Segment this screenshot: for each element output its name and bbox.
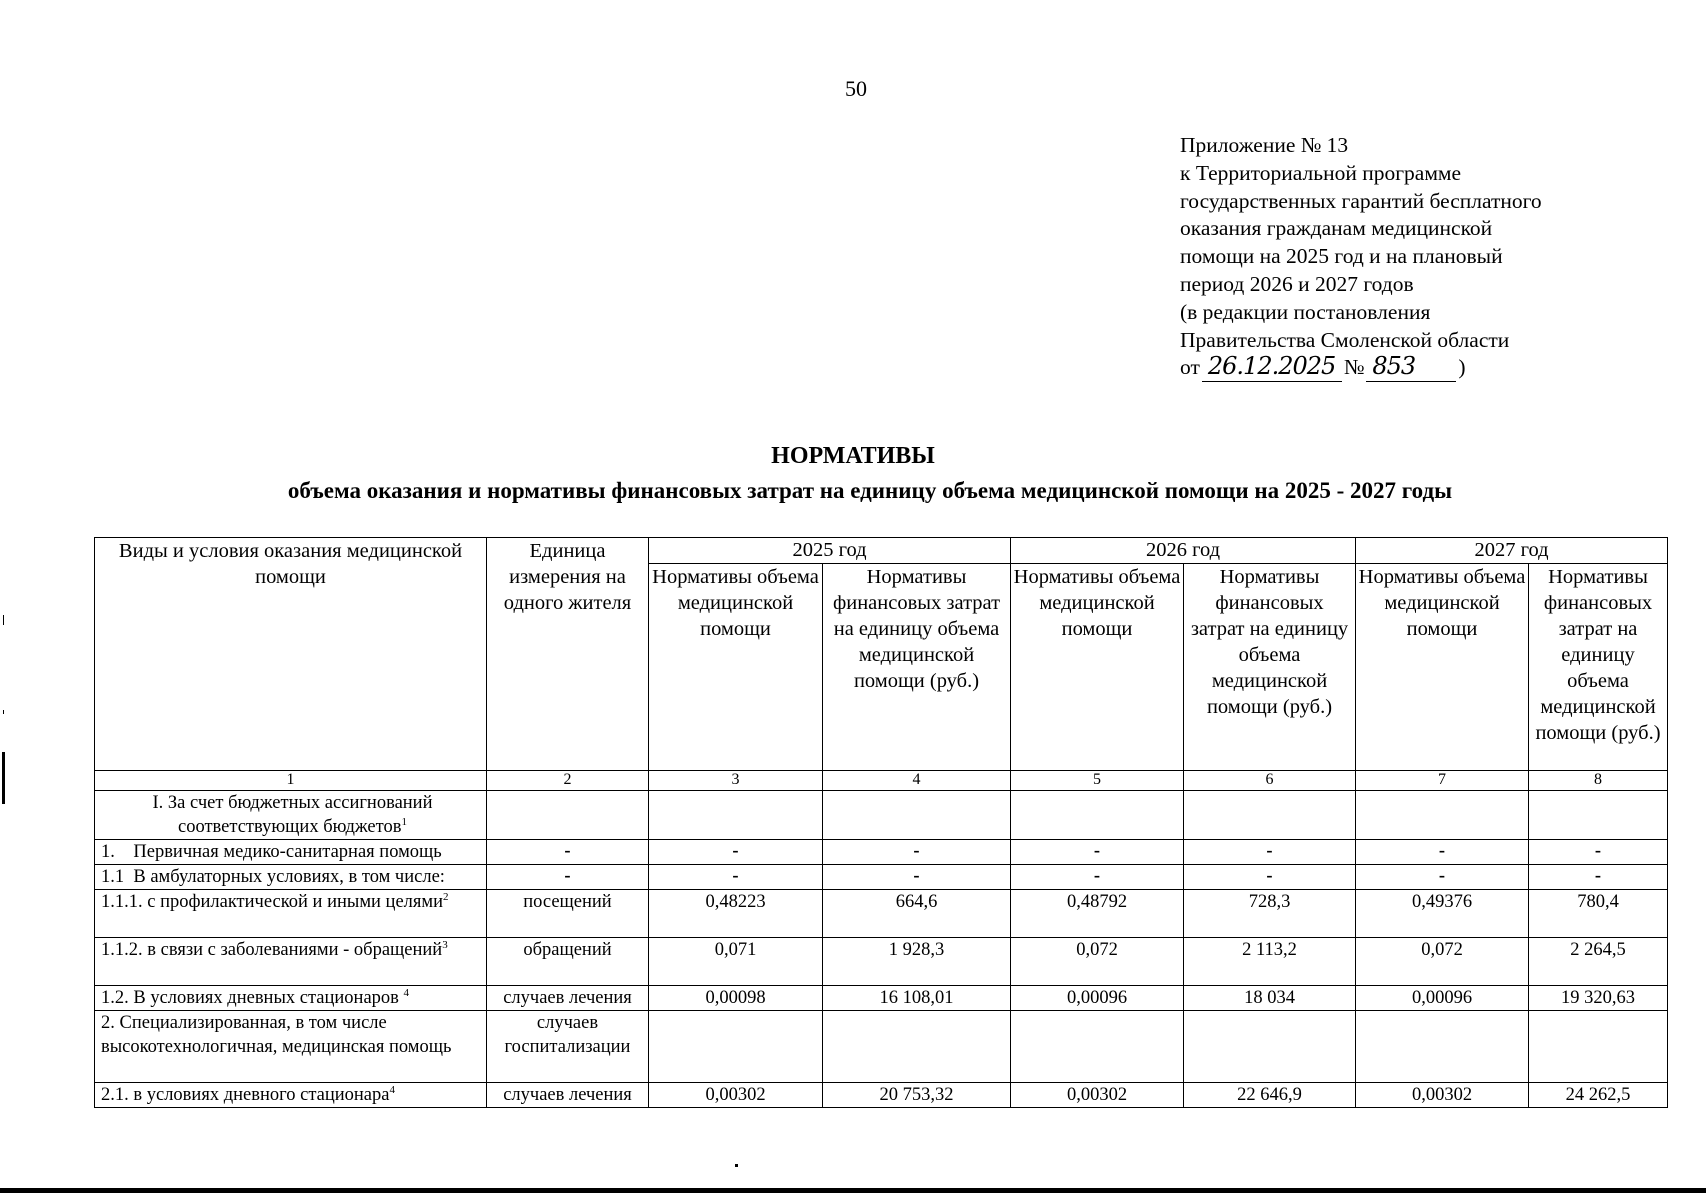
- row-cost-2026: 728,3: [1184, 890, 1356, 938]
- row-cost-2025: -: [823, 865, 1011, 890]
- row-name-text: I. За счет бюджетных ассигнований соответствующих бюджетов: [152, 793, 433, 837]
- table-row: [95, 840, 1668, 865]
- row-unit: -: [487, 840, 649, 865]
- header-year-2027: 2027 год: [1356, 538, 1668, 564]
- row-volume-2025: 0,071: [649, 938, 823, 986]
- appendix-line: период 2026 и 2027 годов: [1180, 271, 1414, 296]
- row-unit: случаев лечения: [487, 1083, 649, 1108]
- header-year-2026: 2026 год: [1011, 538, 1356, 564]
- number-sign: №: [1343, 355, 1365, 380]
- row-name: [95, 986, 487, 1011]
- row-name-text: 1.2. В условиях дневных стационаров: [101, 988, 404, 1008]
- row-cost-2026: 22 646,9: [1184, 1083, 1356, 1108]
- row-cost-2027: 780,4: [1529, 890, 1668, 938]
- scan-mark: [3, 710, 4, 714]
- header-volume-2026: Нормативы объема медицинской помощи: [1011, 564, 1184, 771]
- handwritten-date: 26.12.2025: [1207, 352, 1336, 381]
- row-volume-2027: 0,072: [1356, 938, 1529, 986]
- row-volume-2027: 0,00096: [1356, 986, 1529, 1011]
- row-volume-2027: [1356, 1011, 1529, 1083]
- col-number: 1: [95, 771, 487, 791]
- row-name: 1. Первичная медико-санитарная помощь: [95, 840, 487, 865]
- page-bottom-rule: [0, 1188, 1706, 1193]
- table-row: [95, 1011, 1668, 1083]
- header-volume-2027: Нормативы объема медицинской помощи: [1356, 564, 1529, 771]
- row-cost-2027: -: [1529, 865, 1668, 890]
- header-unit: Единица измерения на одного жителя: [487, 538, 649, 771]
- appendix-line: Приложение № 13: [1180, 133, 1349, 157]
- col-number: 5: [1011, 771, 1184, 791]
- appendix-line: Правительства Смоленской области: [1180, 327, 1510, 352]
- row-unit: посещений: [487, 890, 649, 938]
- row-volume-2025: [649, 1011, 823, 1083]
- row-cost-2025: -: [823, 840, 1011, 865]
- table-row: [95, 1083, 1668, 1108]
- page-number: 50: [845, 76, 867, 101]
- row-volume-2026: -: [1011, 840, 1184, 865]
- row-cost-2025: [823, 791, 1011, 840]
- row-volume-2025: 0,00098: [649, 986, 823, 1011]
- table-row: [95, 986, 1668, 1011]
- row-cost-2027: -: [1529, 840, 1668, 865]
- row-volume-2025: [649, 791, 823, 840]
- footnote-mark: 1: [401, 815, 407, 828]
- footnote-mark: 2: [443, 890, 449, 903]
- row-cost-2027: 2 264,5: [1529, 938, 1668, 986]
- table-row: [95, 938, 1668, 986]
- col-number: 6: [1184, 771, 1356, 791]
- row-name: [95, 791, 487, 840]
- footnote-mark: 4: [389, 1083, 395, 1096]
- row-cost-2026: 18 034: [1184, 986, 1356, 1011]
- row-volume-2027: 0,49376: [1356, 890, 1529, 938]
- header-volume-2025: Нормативы объема медицинской помощи: [649, 564, 823, 771]
- header-cost-2026: Нормативы финансовых затрат на единицу объема медицинской помощи (руб.): [1184, 564, 1356, 771]
- col-number: 4: [823, 771, 1011, 791]
- row-name: [95, 938, 487, 986]
- row-cost-2027: [1529, 791, 1668, 840]
- row-unit: обращений: [487, 938, 649, 986]
- row-volume-2027: [1356, 791, 1529, 840]
- row-cost-2027: 24 262,5: [1529, 1083, 1668, 1108]
- row-cost-2025: [823, 1011, 1011, 1083]
- appendix-line: государственных гарантий бесплатного: [1180, 188, 1542, 213]
- footnote-mark: 4: [403, 986, 410, 999]
- scan-dot: [735, 1164, 738, 1167]
- col-number: 8: [1529, 771, 1668, 791]
- row-name: 1.1 В амбулаторных условиях, в том числе:: [95, 865, 487, 890]
- row-unit: случаев госпитализации: [487, 1011, 649, 1083]
- handwritten-number: 853: [1372, 352, 1416, 381]
- date-prefix: от: [1180, 355, 1200, 380]
- document-subtitle: объема оказания и нормативы финансовых затрат на единицу объема медицинской помощи на 2025 - 2027 годы: [287, 478, 1453, 503]
- row-volume-2026: 0,48792: [1011, 890, 1184, 938]
- row-cost-2027: [1529, 1011, 1668, 1083]
- table-row: [95, 791, 1668, 840]
- row-volume-2027: -: [1356, 840, 1529, 865]
- row-name: [95, 890, 487, 938]
- row-cost-2025: 20 753,32: [823, 1083, 1011, 1108]
- row-cost-2026: 2 113,2: [1184, 938, 1356, 986]
- row-cost-2026: -: [1184, 865, 1356, 890]
- col-number: 2: [487, 771, 649, 791]
- col-number: 3: [649, 771, 823, 791]
- appendix-line: помощи на 2025 год и на плановый: [1180, 244, 1503, 269]
- row-name-text: 1.1.1. с профилактической и иными целями: [101, 892, 444, 912]
- row-volume-2026: [1011, 1011, 1184, 1083]
- row-cost-2027: 19 320,63: [1529, 986, 1668, 1011]
- appendix-date-line: [1180, 354, 1542, 382]
- row-cost-2025: 16 108,01: [823, 986, 1011, 1011]
- row-volume-2026: 0,072: [1011, 938, 1184, 986]
- row-cost-2026: -: [1184, 840, 1356, 865]
- scan-mark: [2, 752, 5, 804]
- row-name-text: 2.1. в условиях дневного стационара: [101, 1085, 390, 1105]
- row-cost-2025: 664,6: [823, 890, 1011, 938]
- row-unit: случаев лечения: [487, 986, 649, 1011]
- row-name: 2. Специализированная, в том числе высокотехнологичная, медицинская помощь: [95, 1011, 487, 1083]
- header-cost-2025: Нормативы финансовых затрат на единицу объема медицинской помощи (руб.): [823, 564, 1011, 771]
- row-name: [95, 1083, 487, 1108]
- row-volume-2025: -: [649, 840, 823, 865]
- row-volume-2026: 0,00096: [1011, 986, 1184, 1011]
- document-title: НОРМАТИВЫ: [771, 443, 935, 469]
- table-row: [95, 865, 1668, 890]
- table-row: [95, 890, 1668, 938]
- appendix-line: (в редакции постановления: [1180, 299, 1431, 324]
- row-volume-2027: -: [1356, 865, 1529, 890]
- row-name-text: 1.1.2. в связи с заболеваниями - обращений: [101, 940, 443, 960]
- row-unit: [487, 791, 649, 840]
- row-cost-2026: [1184, 1011, 1356, 1083]
- header-year-2025: 2025 год: [649, 538, 1011, 564]
- row-cost-2026: [1184, 791, 1356, 840]
- appendix-block: [1180, 132, 1542, 382]
- row-volume-2026: [1011, 791, 1184, 840]
- col-number: 7: [1356, 771, 1529, 791]
- row-cost-2025: 1 928,3: [823, 938, 1011, 986]
- row-volume-2025: -: [649, 865, 823, 890]
- date-field: [1202, 352, 1342, 382]
- header-kinds: Виды и условия оказания медицинской помощи: [95, 538, 487, 771]
- number-field: [1366, 352, 1456, 382]
- row-unit: -: [487, 865, 649, 890]
- appendix-line: к Территориальной программе: [1180, 160, 1462, 185]
- row-volume-2026: 0,00302: [1011, 1083, 1184, 1108]
- closing-paren: ): [1458, 355, 1466, 380]
- row-volume-2025: 0,00302: [649, 1083, 823, 1108]
- header-cost-2027: Нормативы финансовых затрат на единицу объема медицинской помощи (руб.): [1529, 564, 1668, 771]
- row-volume-2027: 0,00302: [1356, 1083, 1529, 1108]
- footnote-mark: 3: [442, 938, 448, 951]
- scan-mark: [3, 615, 4, 625]
- row-volume-2026: -: [1011, 865, 1184, 890]
- row-volume-2025: 0,48223: [649, 890, 823, 938]
- appendix-line: оказания гражданам медицинской: [1180, 216, 1493, 241]
- norms-table: [94, 537, 1668, 1108]
